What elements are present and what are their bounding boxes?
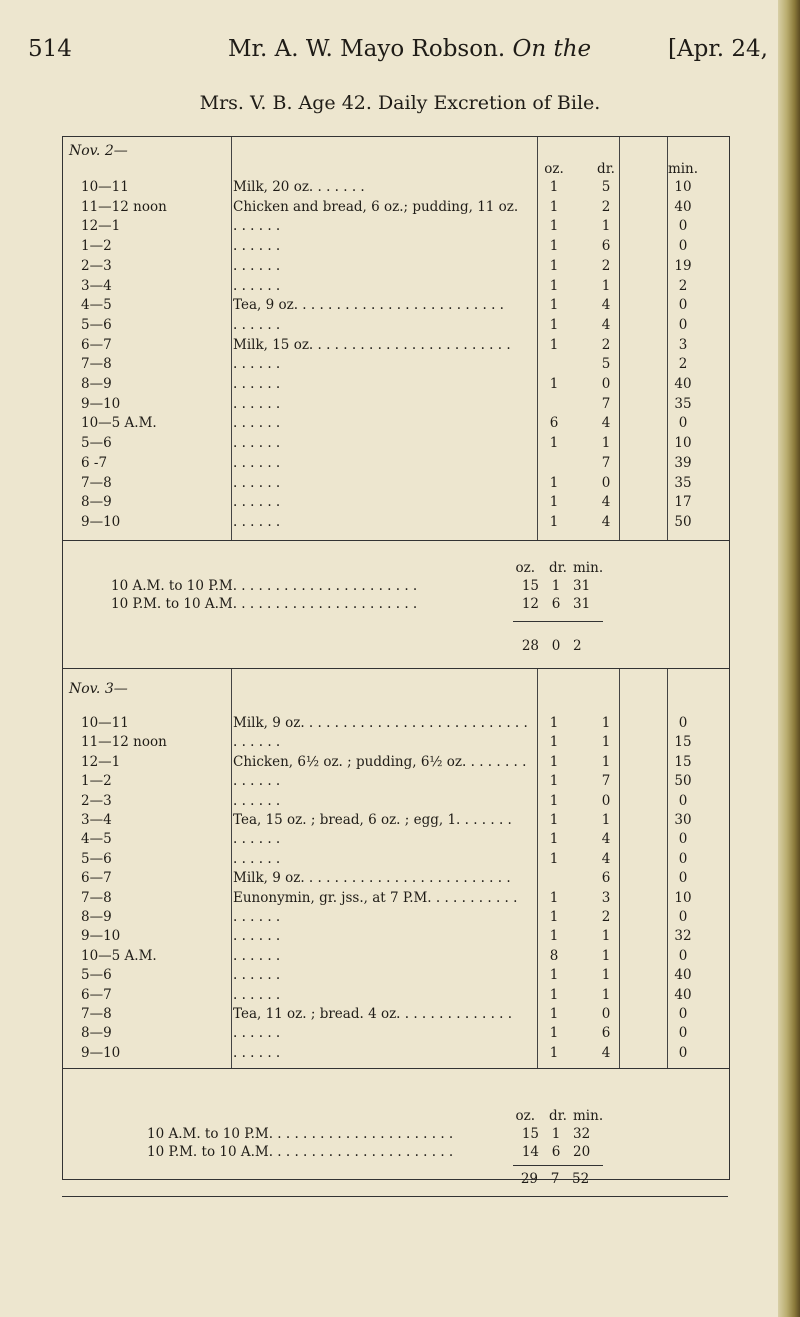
food-cell: Milk, 15 oz. . . . . . . . . . . . . . . . . . . . . . . .: [233, 336, 511, 353]
dr-cell: 1: [601, 967, 611, 984]
table-row: [63, 433, 729, 453]
sum-oz: 14: [521, 1144, 539, 1160]
dr-cell: 1: [601, 947, 611, 964]
min-cell: 0: [678, 792, 688, 809]
min-cell: 0: [678, 715, 688, 731]
dr-cell: 2: [601, 257, 611, 274]
min-cell: 10: [674, 435, 692, 452]
running-title-italic: On the: [512, 36, 592, 62]
time-cell: 6—7: [81, 986, 112, 1003]
table-row: [63, 946, 729, 966]
min-cell: 40: [674, 376, 692, 392]
table-row: [63, 849, 729, 869]
food-cell: . . . . . .: [233, 415, 281, 432]
food-cell: . . . . . .: [233, 986, 281, 1003]
oz-cell: 1: [549, 792, 559, 809]
time-cell: 5—6: [81, 316, 112, 333]
sum-label: 10 P.M. to 10 A.M. . . . . . . . . . . . . . . . . . . . . .: [147, 1144, 454, 1160]
sum-oz-head: oz.: [515, 560, 535, 576]
table-row: [63, 810, 729, 830]
time-cell: 11—12 noon: [81, 198, 167, 215]
oz-cell: 1: [549, 316, 559, 333]
total-min: 52: [572, 1171, 590, 1187]
table-row: [63, 197, 729, 217]
table-row: [63, 829, 729, 849]
min-cell: 10: [674, 889, 692, 906]
table-row: [63, 985, 729, 1005]
oz-cell: 6: [549, 415, 559, 432]
total-oz: 29: [520, 1171, 538, 1187]
food-cell: . . . . . .: [233, 831, 281, 848]
column-headers: [63, 159, 729, 179]
time-cell: 9—10: [81, 1044, 121, 1061]
time-cell: 9—10: [81, 928, 121, 945]
time-cell: 8—9: [81, 1025, 112, 1042]
time-cell: 4—5: [81, 831, 112, 848]
time-cell: 7—8: [81, 889, 112, 906]
table-row: [63, 473, 729, 493]
oz-cell: 1: [549, 257, 559, 274]
time-cell: 6—7: [81, 336, 112, 353]
dr-cell: 4: [601, 831, 611, 848]
min-header: min.: [667, 161, 699, 177]
dr-cell: 1: [601, 812, 611, 828]
summary-head: [63, 559, 729, 577]
food-cell: Milk, 9 oz. . . . . . . . . . . . . . . . . . . . . . . . .: [233, 870, 511, 887]
oz-cell: 1: [549, 277, 559, 294]
summary-head: [63, 1107, 729, 1125]
time-cell: 2—3: [81, 257, 112, 274]
dr-cell: 6: [601, 870, 611, 887]
sum-min-head: min.: [573, 1108, 604, 1124]
dr-cell: 4: [601, 494, 611, 511]
time-cell: 1—2: [81, 238, 112, 255]
table-row: [63, 492, 729, 512]
food-cell: . . . . . .: [233, 947, 281, 964]
food-cell: . . . . . .: [233, 474, 281, 491]
oz-cell: 1: [549, 928, 559, 945]
oz-cell: 1: [549, 336, 559, 353]
food-cell: . . . . . .: [233, 734, 281, 751]
food-cell: . . . . . .: [233, 909, 281, 925]
day2-summary: [62, 1068, 730, 1180]
food-cell: . . . . . .: [233, 967, 281, 984]
oz-cell: 1: [549, 986, 559, 1003]
dr-cell: 2: [601, 336, 611, 353]
sum-oz: 15: [521, 1126, 539, 1142]
food-cell: . . . . . .: [233, 218, 281, 235]
time-cell: 1—2: [81, 773, 112, 790]
sum-label: 10 P.M. to 10 A.M. . . . . . . . . . . . . . . . . . . . . .: [111, 596, 418, 612]
oz-cell: 1: [549, 812, 559, 828]
author-title: Mr. A. W. Mayo Robson.: [228, 36, 506, 62]
min-cell: 0: [678, 1025, 688, 1042]
food-cell: . . . . . .: [233, 773, 281, 790]
summary-night-line: [63, 595, 729, 613]
table-row: [63, 907, 729, 927]
day2-summary-total: [62, 1170, 728, 1188]
min-cell: 19: [674, 257, 692, 274]
dr-cell: 5: [601, 179, 611, 195]
oz-cell: 1: [549, 1025, 559, 1042]
oz-cell: 1: [549, 198, 559, 215]
min-cell: 35: [674, 395, 692, 412]
min-cell: 50: [674, 513, 692, 530]
table-row: [63, 732, 729, 752]
min-cell: 30: [674, 812, 692, 828]
food-cell: Chicken and bread, 6 oz.; pudding, 11 oz.: [233, 198, 519, 215]
time-cell: 5—6: [81, 967, 112, 984]
sum-min: 20: [573, 1144, 591, 1160]
oz-cell: 1: [549, 218, 559, 235]
table-row: [63, 965, 729, 985]
time-cell: 10—11: [81, 715, 129, 731]
oz-cell: 1: [549, 238, 559, 255]
oz-cell: 1: [549, 715, 559, 731]
sum-label: 10 A.M. to 10 P.M. . . . . . . . . . . . . . . . . . . . . .: [111, 578, 418, 594]
dr-cell: 0: [601, 1006, 611, 1022]
dr-cell: 1: [601, 277, 611, 294]
food-cell: . . . . . .: [233, 435, 281, 452]
day1-summary: [62, 540, 730, 669]
dr-cell: 1: [601, 734, 611, 751]
dr-cell: 1: [601, 218, 611, 235]
dr-cell: 1: [601, 928, 611, 945]
summary-day-line: [63, 577, 729, 595]
time-cell: 10—11: [81, 179, 129, 195]
time-cell: 3—4: [81, 277, 112, 294]
time-cell: 5—6: [81, 850, 112, 867]
sum-oz: 12: [521, 596, 539, 612]
food-cell: . . . . . .: [233, 257, 281, 274]
dr-cell: 1: [601, 435, 611, 452]
table-row: [63, 453, 729, 473]
min-cell: 0: [678, 297, 688, 314]
table-row: [63, 1004, 729, 1024]
food-cell: . . . . . .: [233, 316, 281, 333]
table-row: [63, 1023, 729, 1043]
oz-cell: 1: [549, 179, 559, 195]
dr-cell: 0: [601, 376, 611, 392]
min-cell: 35: [674, 474, 692, 491]
min-cell: 10: [674, 179, 692, 195]
oz-cell: 1: [549, 474, 559, 491]
food-cell: . . . . . .: [233, 850, 281, 867]
dr-cell: 2: [601, 909, 611, 925]
time-cell: 8—9: [81, 909, 112, 925]
time-cell: 12—1: [81, 218, 121, 235]
min-cell: 17: [674, 494, 692, 511]
min-cell: 0: [678, 415, 688, 432]
dr-cell: 4: [601, 1044, 611, 1061]
summary-day-line: [63, 1125, 729, 1143]
min-cell: 40: [674, 967, 692, 984]
summary-night-line: [63, 1143, 729, 1161]
min-cell: 50: [674, 773, 692, 790]
oz-cell: 1: [549, 753, 559, 770]
min-cell: 40: [674, 986, 692, 1003]
table-row: [63, 216, 729, 236]
dr-cell: 3: [601, 889, 611, 906]
dr-cell: 4: [601, 316, 611, 333]
min-cell: 0: [678, 850, 688, 867]
running-header: [28, 36, 768, 76]
time-cell: 2—3: [81, 792, 112, 809]
oz-cell: 1: [549, 435, 559, 452]
dr-header: dr.: [597, 161, 615, 177]
sum-dr: 6: [551, 1144, 561, 1160]
food-cell: Milk, 9 oz. . . . . . . . . . . . . . . . . . . . . . . . . . .: [233, 715, 528, 731]
food-cell: . . . . . .: [233, 792, 281, 809]
min-cell: 0: [678, 831, 688, 848]
oz-cell: 1: [549, 1006, 559, 1022]
sum-min: 31: [573, 596, 591, 612]
food-cell: Milk, 20 oz. . . . . . .: [233, 179, 365, 195]
food-cell: Chicken, 6½ oz. ; pudding, 6½ oz. . . . . . . .: [233, 753, 527, 770]
oz-cell: 1: [549, 967, 559, 984]
food-cell: . . . . . .: [233, 454, 281, 471]
time-cell: 6 -7: [81, 454, 108, 471]
sum-oz: 15: [521, 578, 539, 594]
min-cell: 32: [674, 928, 692, 945]
food-cell: . . . . . .: [233, 1044, 281, 1061]
sum-min-head: min.: [573, 560, 604, 576]
time-cell: 11—12 noon: [81, 734, 167, 751]
table-row: [63, 335, 729, 355]
table-row: [63, 926, 729, 946]
table-row: [63, 354, 729, 374]
oz-cell: 1: [549, 376, 559, 392]
time-cell: 7—8: [81, 356, 112, 373]
dr-cell: 5: [601, 356, 611, 373]
table-row: [63, 374, 729, 394]
header-date: [Apr. 24,: [668, 36, 768, 62]
time-cell: 9—10: [81, 395, 121, 412]
table-row: [63, 752, 729, 772]
oz-header: oz.: [544, 161, 564, 177]
dr-cell: 6: [601, 1025, 611, 1042]
min-cell: 0: [678, 1044, 688, 1061]
food-cell: . . . . . .: [233, 376, 281, 392]
summary-total: [63, 637, 729, 655]
food-cell: . . . . . .: [233, 928, 281, 945]
dr-cell: 0: [601, 792, 611, 809]
time-cell: 10—5 A.M.: [81, 415, 157, 432]
table-row: [63, 177, 729, 197]
table-caption: Mrs. V. B. Age 42. Daily Excretion of Bile.: [199, 92, 601, 114]
dr-cell: 1: [601, 715, 611, 731]
page-edge: [778, 0, 800, 1317]
food-cell: Tea, 9 oz. . . . . . . . . . . . . . . . . . . . . . . . .: [233, 297, 504, 314]
table-row: [63, 315, 729, 335]
oz-cell: 1: [549, 909, 559, 925]
total-dr: 0: [551, 638, 561, 654]
time-cell: 4—5: [81, 297, 112, 314]
food-cell: Eunonymin, gr. jss., at 7 P.M. . . . . . . . . . .: [233, 889, 518, 906]
dr-cell: 1: [601, 986, 611, 1003]
dr-cell: 6: [601, 238, 611, 255]
oz-cell: 1: [549, 773, 559, 790]
day1-table: [62, 136, 730, 541]
sum-dr: 6: [551, 596, 561, 612]
dr-cell: 4: [601, 513, 611, 530]
min-cell: 2: [678, 356, 688, 373]
food-cell: . . . . . .: [233, 277, 281, 294]
oz-cell: 1: [549, 494, 559, 511]
table-row: [63, 394, 729, 414]
table-row: [63, 295, 729, 315]
time-cell: 3—4: [81, 812, 112, 828]
table-row: [63, 413, 729, 433]
min-cell: 40: [674, 198, 692, 215]
min-cell: 39: [674, 454, 692, 471]
total-oz: 28: [521, 638, 539, 654]
sum-label: 10 A.M. to 10 P.M. . . . . . . . . . . . . . . . . . . . . .: [147, 1126, 454, 1142]
oz-cell: 1: [549, 513, 559, 530]
min-cell: 0: [678, 870, 688, 887]
oz-cell: 1: [549, 850, 559, 867]
sum-rule: [513, 1165, 603, 1166]
day1-date: Nov. 2—: [69, 143, 128, 159]
dr-cell: 4: [601, 415, 611, 432]
table-row: [63, 236, 729, 256]
time-cell: 7—8: [81, 1006, 112, 1022]
oz-cell: 1: [549, 297, 559, 314]
day2-table: [62, 668, 730, 1069]
time-cell: 6—7: [81, 870, 112, 887]
sum-dr-head: dr.: [549, 560, 567, 576]
table-row: [63, 512, 729, 532]
min-cell: 0: [678, 238, 688, 255]
time-cell: 7—8: [81, 474, 112, 491]
min-cell: 0: [678, 218, 688, 235]
table-row: [63, 276, 729, 296]
total-dr: 7: [550, 1171, 560, 1187]
sum-oz-head: oz.: [515, 1108, 535, 1124]
min-cell: 15: [674, 753, 692, 770]
min-cell: 0: [678, 1006, 688, 1022]
food-cell: . . . . . .: [233, 1025, 281, 1042]
time-cell: 9—10: [81, 513, 121, 530]
dr-cell: 7: [601, 395, 611, 412]
day2-date: Nov. 3—: [69, 681, 128, 697]
dr-cell: 4: [601, 297, 611, 314]
running-title: [228, 36, 591, 62]
table-row: [63, 888, 729, 908]
min-cell: 2: [678, 277, 688, 294]
dr-cell: 0: [601, 474, 611, 491]
dr-cell: 4: [601, 850, 611, 867]
sum-min: 31: [573, 578, 591, 594]
oz-cell: 1: [549, 831, 559, 848]
table-row: [63, 713, 729, 733]
sum-dr: 1: [551, 1126, 561, 1142]
table-bottom-rule: [62, 1196, 728, 1197]
time-cell: 10—5 A.M.: [81, 947, 157, 964]
food-cell: . . . . . .: [233, 238, 281, 255]
oz-cell: 8: [549, 947, 559, 964]
food-cell: . . . . . .: [233, 494, 281, 511]
time-cell: 12—1: [81, 753, 121, 770]
table-row: [63, 868, 729, 888]
page-number: 514: [28, 36, 72, 62]
table-row: [63, 1043, 729, 1063]
min-cell: 0: [678, 316, 688, 333]
sum-rule: [513, 621, 603, 622]
min-cell: 0: [678, 947, 688, 964]
total-min: 2: [573, 638, 582, 654]
food-cell: . . . . . .: [233, 395, 281, 412]
sum-min: 32: [573, 1126, 591, 1142]
dr-cell: 2: [601, 198, 611, 215]
table-row: [63, 771, 729, 791]
dr-cell: 7: [601, 454, 611, 471]
min-cell: 0: [678, 909, 688, 925]
oz-cell: 1: [549, 889, 559, 906]
sum-dr: 1: [551, 578, 561, 594]
food-cell: . . . . . .: [233, 356, 281, 373]
sum-dr-head: dr.: [549, 1108, 567, 1124]
oz-cell: 1: [549, 734, 559, 751]
time-cell: 5—6: [81, 435, 112, 452]
min-cell: 3: [678, 336, 688, 353]
min-cell: 15: [674, 734, 692, 751]
table-row: [63, 256, 729, 276]
oz-cell: 1: [549, 1044, 559, 1061]
dr-cell: 7: [601, 773, 611, 790]
food-cell: . . . . . .: [233, 513, 281, 530]
time-cell: 8—9: [81, 376, 112, 392]
table-row: [63, 791, 729, 811]
dr-cell: 1: [601, 753, 611, 770]
food-cell: Tea, 15 oz. ; bread, 6 oz. ; egg, 1. . . . . . .: [233, 812, 512, 828]
food-cell: Tea, 11 oz. ; bread. 4 oz. . . . . . . . . . . . . .: [233, 1006, 513, 1022]
time-cell: 8—9: [81, 494, 112, 511]
